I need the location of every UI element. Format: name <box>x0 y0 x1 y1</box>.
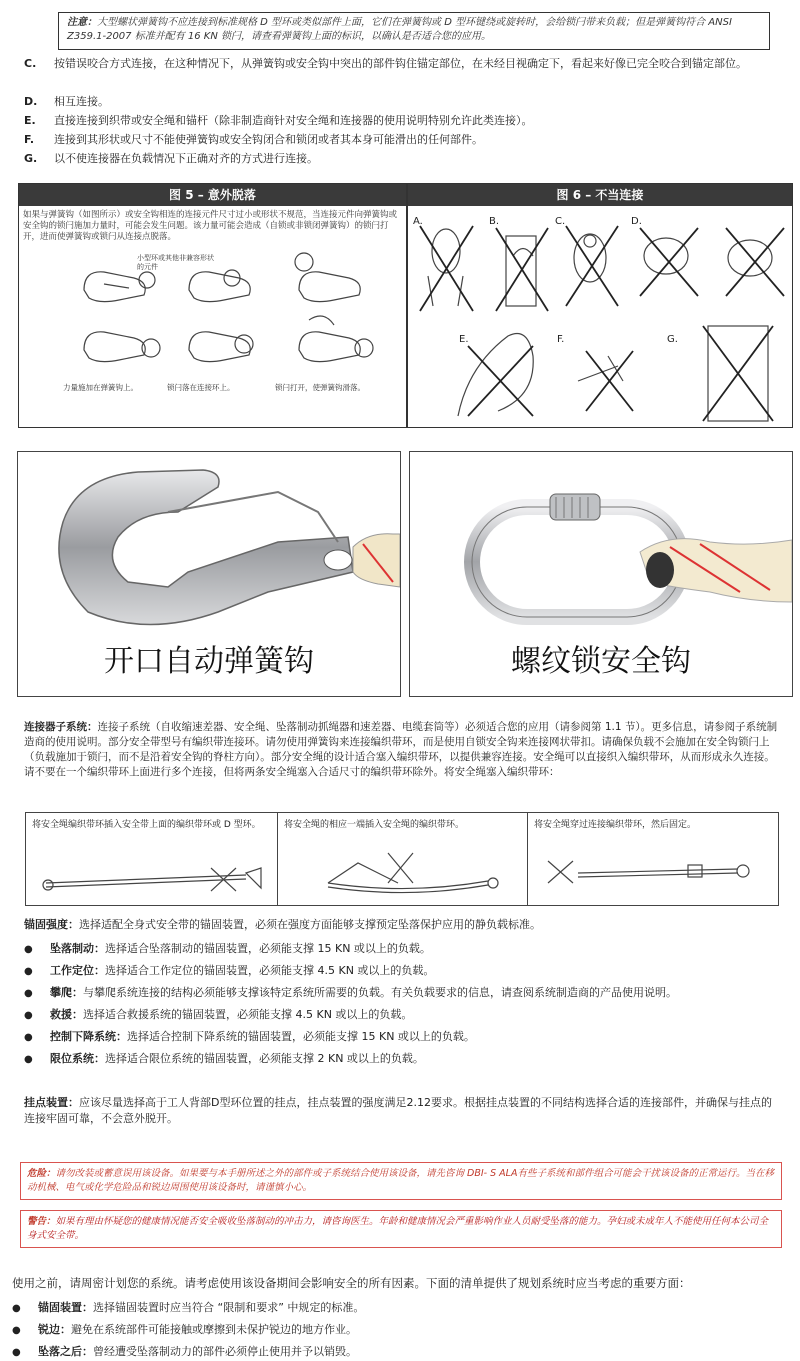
improper-connection-c <box>566 226 618 306</box>
anchor-item-label: 工作定位： <box>50 964 105 977</box>
fig5-caption: 锁闩落在连接环上。 <box>167 383 235 392</box>
fig6-letter-g: G. <box>667 334 678 345</box>
planning-item-label: 坠落之后： <box>38 1345 93 1358</box>
carabiner-label: 螺纹锁安全钩 <box>511 644 691 679</box>
hang-paragraph <box>24 1095 782 1127</box>
list-text: 按错误咬合方式连接，在这种情况下，从弹簧钩或安全钩中突出的部件钩住锚定部位，在未经目视确定下，看起来好像已完全咬合到锚定部位。 <box>54 57 747 70</box>
planning-item-text: 避免在系统部件可能接触或摩擦到未保护锐边的地方作业。 <box>71 1323 357 1336</box>
anchor-text: 选择适配全身式安全带的锚固装置，必须在强度方面能够支撑预定坠落保护应用的静负载标准。 <box>79 918 541 931</box>
list-text: 直接连接到织带或安全绳和锚杆（除非制造商针对安全绳和连接器的使用说明特别允许此类连接）。 <box>54 114 533 127</box>
bullet-icon: ● <box>12 1303 21 1314</box>
planning-item <box>12 1300 770 1317</box>
anchor-item-label: 控制下降系统： <box>50 1030 127 1043</box>
anchor-paragraph <box>24 917 782 932</box>
list-text: 相互连接。 <box>54 95 109 108</box>
hook-drawing <box>189 270 250 302</box>
list-item <box>24 113 784 128</box>
list-item <box>24 94 784 109</box>
hang-label: 挂点装置： <box>24 1096 79 1109</box>
danger-label: 危险： <box>27 1168 56 1179</box>
bullet-icon: ● <box>24 988 33 999</box>
carabiner-icon <box>410 452 792 642</box>
bullet-icon: ● <box>24 1010 33 1021</box>
anchor-item <box>24 1051 782 1068</box>
lanyard-drawing <box>538 843 770 899</box>
fig5-caption: 锁闩打开，使弹簧钩滑落。 <box>275 383 365 392</box>
anchor-item <box>24 963 782 980</box>
hang-text: 应该尽量选择高于工人背部D型环位置的挂点，挂点装置的强度满足2.12要求。根据挂点装置的不同结构选择合适的连接部件，并确保与挂点的连接牢固可靠，不会意外脱开。 <box>24 1096 772 1125</box>
note-text: 大型螺状弹簧钩不应连接到标准规格 D 型环或类似部件上面，它们在弹簧钩或 D 型环键绕或旋转时，会给锁闩带来负载；但是弹簧钩符合 ANSI Z359.1-2007 标准并配有 16 KN 锁闩，请查看弹簧钩上面的标识，以确认是否适合您的应用。 <box>67 17 732 42</box>
fig6-letter-d: D. <box>631 216 642 227</box>
hook-drawing <box>299 316 373 362</box>
fig5-caption: 力量施加在弹簧钩上。 <box>63 383 138 392</box>
fig6-letter-a: A. <box>413 216 423 227</box>
figure-box <box>18 183 793 428</box>
anchor-item-text: 选择适合救援系统的锚固装置，必须能支撑 4.5 KN 或以上的负载。 <box>83 1008 413 1021</box>
list-key: D. <box>24 95 38 108</box>
fig5-callout: 小型环或其他非兼容形状的元件 <box>137 254 214 271</box>
list-key: G. <box>24 152 38 165</box>
list-key: F. <box>24 133 35 146</box>
list-text: 连接到其形状或尺寸不能使弹簧钩或安全钩闭合和锁闭或者其本身可能滑出的任何部件。 <box>54 133 483 146</box>
snap-hook-label: 开口自动弹簧钩 <box>104 644 314 679</box>
note-box <box>58 12 770 50</box>
danger-box <box>20 1162 782 1200</box>
strip-caption: 将安全绳穿过连接编织带环，然后固定。 <box>534 820 697 830</box>
anchor-item-text: 选择适合限位系统的锚固装置，必须能支撑 2 KN 或以上的负载。 <box>105 1052 424 1065</box>
planning-item <box>12 1344 770 1361</box>
carabiner-photo <box>409 451 793 697</box>
planning-item-label: 锐边： <box>38 1323 71 1336</box>
anchor-item-text: 选择适合坠落制动的锚固装置，必须能支撑 15 KN 或以上的负载。 <box>105 942 431 955</box>
fig6-letter-e: E. <box>459 334 469 345</box>
planning-item-text: 选择锚固装置时应当符合 “限制和要求” 中规定的标准。 <box>93 1301 365 1314</box>
warning-box <box>20 1210 782 1248</box>
bullet-icon: ● <box>12 1325 21 1336</box>
anchor-item-label: 限位系统： <box>50 1052 105 1065</box>
planning-item-text: 曾经遭受坠落制动力的部件必须停止使用并予以销毁。 <box>93 1345 357 1358</box>
improper-connection-f <box>578 351 633 411</box>
anchor-item <box>24 941 782 958</box>
anchor-item-label: 攀爬： <box>50 986 83 999</box>
lanyard-drawing <box>288 843 520 899</box>
planning-paragraph: 使用之前，请周密计划您的系统。请考虑使用该设备期间会影响安全的所有因素。下面的清单提供了规划系统时应当考虑的重要方面： <box>12 1276 691 1290</box>
improper-connection-g <box>703 326 773 421</box>
list-key: E. <box>24 114 36 127</box>
anchor-item-text: 与攀爬系统连接的结构必须能够支撑该特定系统所需要的负载。有关负载要求的信息，请查阅系统制造商的产品使用说明。 <box>83 986 677 999</box>
hook-drawing <box>295 253 360 302</box>
lanyard-drawing <box>36 853 271 899</box>
list-item <box>24 151 784 166</box>
planning-item-label: 锚固装置： <box>38 1301 93 1314</box>
list-text: 以不使连接器在负载情况下正确对齐的方式进行连接。 <box>54 152 318 165</box>
fig6-letter-b: B. <box>489 216 500 227</box>
warning-text: 如果有理由怀疑您的健康情况能否安全吸收坠落制动的冲击力，请咨询医生。年龄和健康情况会严重影响作业人员耐受坠落的能力。孕妇或未成年人不能使用任何本公司全身式安全带。 <box>27 1216 769 1241</box>
fig6-title: 图 6 – 不当连接 <box>408 184 792 206</box>
snap-hook-icon <box>18 452 400 642</box>
anchor-item-label: 坠落制动： <box>50 942 105 955</box>
fig5-hook-drawings <box>59 250 389 390</box>
lanyard-strip <box>25 812 779 906</box>
strip-cell <box>26 813 278 905</box>
list-key: C. <box>24 57 37 70</box>
anchor-item <box>24 1029 782 1046</box>
anchor-item-label: 救援： <box>50 1008 83 1021</box>
warning-label: 警告： <box>27 1216 56 1227</box>
improper-connection-e <box>458 334 533 417</box>
bullet-icon: ● <box>24 966 33 977</box>
fig5-title: 图 5 – 意外脱落 <box>19 184 406 206</box>
bullet-icon: ● <box>24 1032 33 1043</box>
anchor-item-text: 选择适合控制下降系统的锚固装置，必须能支撑 15 KN 或以上的负载。 <box>127 1030 475 1043</box>
strip-caption: 将安全绳编织带环插入安全带上面的编织带环或 D 型环。 <box>32 820 261 830</box>
strip-cell <box>278 813 528 905</box>
connector-paragraph <box>24 720 782 780</box>
list-item <box>24 132 784 147</box>
list-item <box>24 56 784 71</box>
hook-drawing <box>84 332 160 362</box>
improper-connection-d <box>640 228 784 296</box>
danger-text: 请勿改装或蓄意误用该设备。如果要与本手册所述之外的部件或子系统结合使用该设备，请先咨询 DBI- S ALA有些子系统和部件组合可能会干扰该设备的正常运行。当在移动机械、电气或化学危险品和锐边周围使用该设备时，请谨慎小心。 <box>27 1168 774 1193</box>
anchor-item-text: 选择适合工作定位的锚固装置，必须能支撑 4.5 KN 或以上的负载。 <box>105 964 435 977</box>
bullet-icon: ● <box>12 1347 21 1358</box>
anchor-item <box>24 1007 782 1024</box>
improper-connection-a <box>420 226 473 311</box>
fig5-description: 如果与弹簧钩（如图所示）或安全钩相连的连接元件尺寸过小或形状不规范，当连接元件向弹簧钩或安全钩的锁闩施加力量时，可能会发生问题。该力量可能会造成（自锁或非锁闭弹簧钩）的锁闩打开，进而使弹簧钩或锁闩从连接点脱落。 <box>23 210 398 242</box>
connector-label: 连接器子系统： <box>24 721 98 733</box>
hook-drawing <box>189 332 253 362</box>
connector-text: 连接子系统（自收缩速差器、安全绳、坠落制动抓绳器和速差器、电缆套筒等）必须适合您的应用（请参阅第 1.1 节）。更多信息，请参阅子系统制造商的使用说明。部分安全带型号有编织带连接环。请勿使用弹簧钩来连接编织带环，而是使用自锁安全钩来连接网状带扣。请确保负载不会施加在安全钩锁闩上（负载施加于锁闩，而不是沿着安全钩的脊柱方向）。部分安全绳的设计适合塞入编织带环，以提供兼容连接。安全绳可以直接织入编织带环，从而形成永久连接。请不要在一个编织带环上面进行多个连接，但将两条安全绳塞入合适尺寸的编织带环除外。将安全绳塞入编织带环： <box>24 721 778 778</box>
fig6-letter-c: C. <box>555 216 566 227</box>
strip-cell <box>528 813 778 905</box>
improper-connection-b <box>496 228 548 311</box>
snap-hook-photo <box>17 451 401 697</box>
bullet-icon: ● <box>24 944 33 955</box>
planning-item <box>12 1322 770 1339</box>
note-label: 注意： <box>67 17 97 28</box>
fig6-letter-f: F. <box>557 334 565 345</box>
anchor-label: 锚固强度： <box>24 918 79 931</box>
strip-caption: 将安全绳的相应一端插入安全绳的编织带环。 <box>284 820 465 830</box>
fig6-drawings <box>408 206 792 427</box>
bullet-icon: ● <box>24 1054 33 1065</box>
anchor-item <box>24 985 782 1002</box>
hook-drawing <box>84 272 155 302</box>
